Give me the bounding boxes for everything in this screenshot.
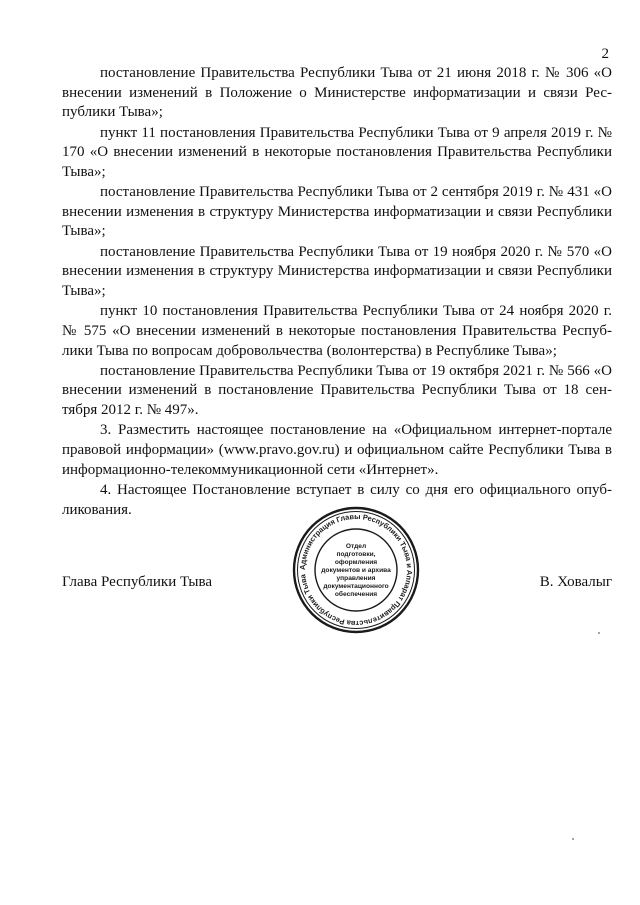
stamp-center-line: управления bbox=[336, 575, 376, 582]
stamp-center-line: документов и архива bbox=[321, 567, 391, 574]
paragraph: пункт 10 постановления Правительства Республики Тыва от 24 ноября 2020 г. № 575 «О внесении изменений в некоторые постановления Правительства Республики Тыва по вопросам добровольчества (волонтерства) в Республике Тыва»; bbox=[62, 303, 612, 359]
paragraph: постановление Правительства Республики Тыва от 21 июня 2018 г. № 306 «О внесении изменений в Положение о Министерстве информатизации и связи Республики Тыва»; bbox=[62, 65, 612, 121]
stamp-center-line: подготовки, bbox=[336, 551, 376, 558]
paragraph: пункт 11 постановления Правительства Республики Тыва от 9 апреля 2019 г. № 170 «О внесении изменений в некоторые постановления Правительства Республики Тыва»; bbox=[62, 124, 612, 180]
stamp-center-line: оформления bbox=[334, 559, 378, 566]
paragraph: 3. Разместить настоящее постановление на «Официальном интернет-портале правовой информации» (www.pravo.gov.ru) и официальном сайте Республики Тыва в информационно-телекоммуникационной сети «Интернет». bbox=[62, 422, 612, 478]
stamp-center-line: обеспечения bbox=[334, 591, 378, 598]
stamp-ring-text: Администрация Главы Республики Тыва и Аппарат Правительства Республики Тыва bbox=[297, 511, 415, 629]
scan-speck bbox=[598, 632, 600, 634]
document-body bbox=[62, 64, 612, 521]
official-stamp bbox=[290, 504, 422, 636]
paragraph: 4. Настоящее Постановление вступает в силу со дня его официального опубликования. bbox=[62, 482, 612, 518]
scan-speck bbox=[572, 838, 574, 840]
signature-title: Глава Республики Тыва bbox=[62, 574, 213, 590]
signature-name: В. Ховалыг bbox=[539, 574, 612, 590]
paragraph: постановление Правительства Республики Тыва от 19 ноября 2020 г. № 570 «О внесении изменения в структуру Министерства информатизации и связи Республики Тыва»; bbox=[62, 243, 612, 299]
stamp-center-line: документационного bbox=[323, 583, 389, 590]
paragraph: постановление Правительства Республики Тыва от 2 сентября 2019 г. № 431 «О внесении изменения в структуру Министерства информатизации и связи Республики Тыва»; bbox=[62, 184, 612, 240]
stamp-center-line: Отдел bbox=[345, 543, 367, 550]
page-number: 2 bbox=[601, 46, 609, 62]
paragraph: постановление Правительства Республики Тыва от 19 октября 2021 г. № 566 «О внесении изменений в постановление Правительства Республики Тыва от 18 сентября 2012 г. № 497». bbox=[62, 362, 612, 419]
